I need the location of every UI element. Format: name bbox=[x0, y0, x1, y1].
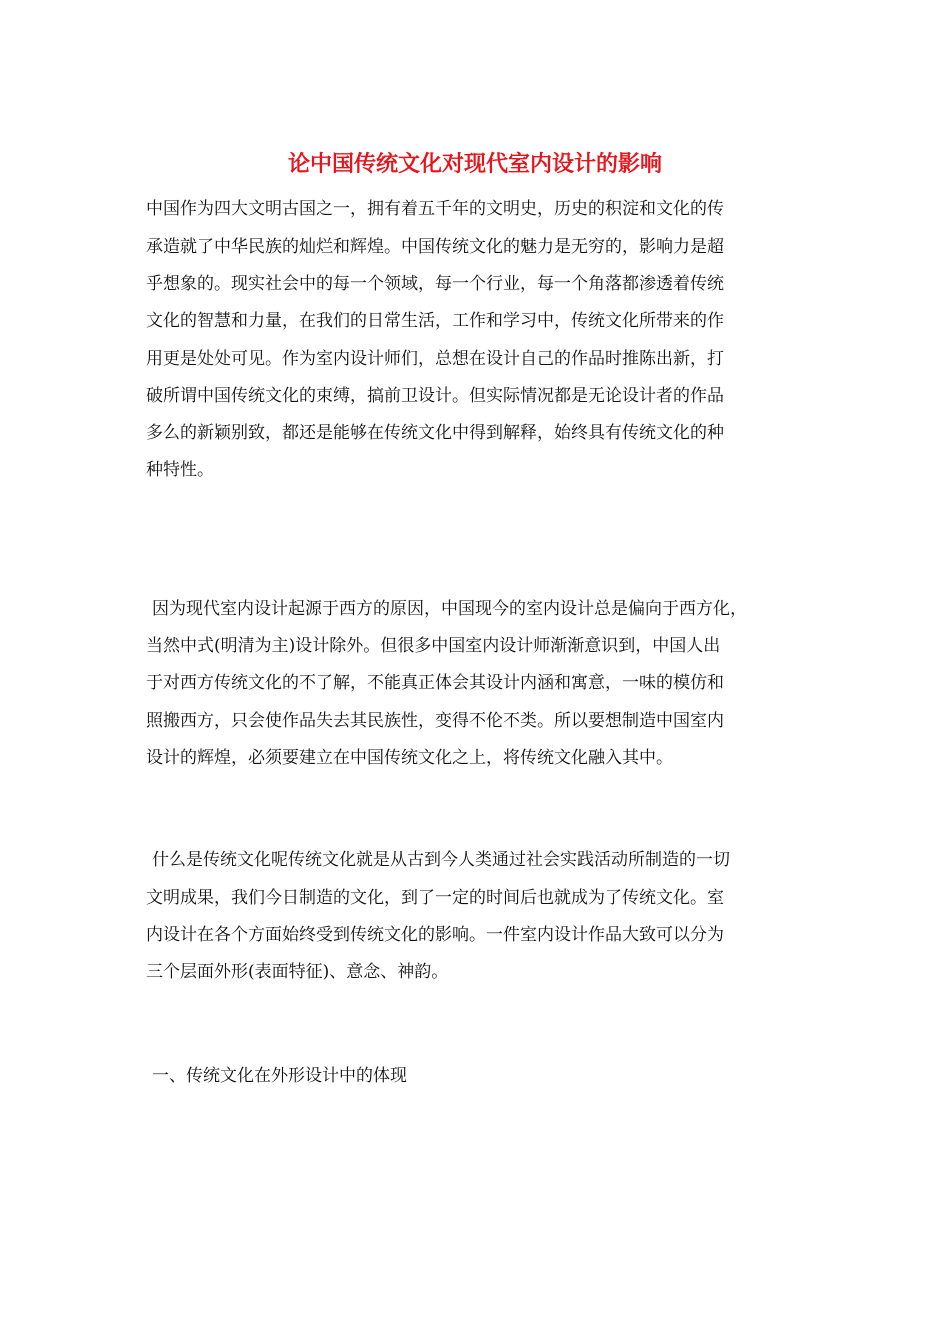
paragraph-line: 破所谓中国传统文化的束缚，搞前卫设计。但实际情况都是无论设计者的作品 bbox=[146, 386, 724, 406]
paragraph-line: 于对西方传统文化的不了解，不能真正体会其设计内涵和寓意，一味的模仿和 bbox=[146, 673, 724, 693]
document-title: 论中国传统文化对现代室内设计的影响 bbox=[287, 152, 662, 177]
paragraph-line: 当然中式(明清为主)设计除外。但很多中国室内设计师渐渐意识到，中国人出 bbox=[146, 636, 721, 656]
paragraph-line: 承造就了中华民族的灿烂和辉煌。中国传统文化的魅力是无穷的，影响力是超 bbox=[146, 237, 724, 257]
paragraph-line: 什么是传统文化呢传统文化就是从古到今人类通过社会实践活动所制造的一切 bbox=[152, 850, 730, 870]
paragraph-line: 文明成果，我们今日制造的文化，到了一定的时间后也就成为了传统文化。室 bbox=[146, 888, 724, 908]
paragraph-line: 用更是处处可见。作为室内设计师们，总想在设计自己的作品时推陈出新，打 bbox=[146, 349, 724, 369]
paragraph-line: 照搬西方，只会使作品失去其民族性，变得不伦不类。所以要想制造中国室内 bbox=[146, 711, 724, 731]
paragraph-line: 文化的智慧和力量，在我们的日常生活，工作和学习中，传统文化所带来的作 bbox=[146, 311, 724, 331]
paragraph-line: 三个层面外形(表面特征)、意念、神韵。 bbox=[146, 962, 449, 982]
paragraph-line: 因为现代室内设计起源于西方的原因，中国现今的室内设计总是偏向于西方化， bbox=[152, 599, 747, 619]
paragraph-line: 内设计在各个方面始终受到传统文化的影响。一件室内设计作品大致可以分为 bbox=[146, 925, 724, 945]
section-heading: 一、传统文化在外形设计中的体现 bbox=[152, 1066, 407, 1086]
paragraph-line: 中国作为四大文明古国之一，拥有着五千年的文明史，历史的积淀和文化的传 bbox=[146, 199, 724, 219]
paragraph-line: 种特性。 bbox=[146, 460, 214, 480]
paragraph-line: 乎想象的。现实社会中的每一个领域，每一个行业，每一个角落都渗透着传统 bbox=[146, 274, 724, 294]
paragraph-line: 设计的辉煌，必须要建立在中国传统文化之上，将传统文化融入其中。 bbox=[146, 748, 673, 768]
paragraph-line: 多么的新颖别致，都还是能够在传统文化中得到解释，始终具有传统文化的种 bbox=[146, 423, 724, 443]
